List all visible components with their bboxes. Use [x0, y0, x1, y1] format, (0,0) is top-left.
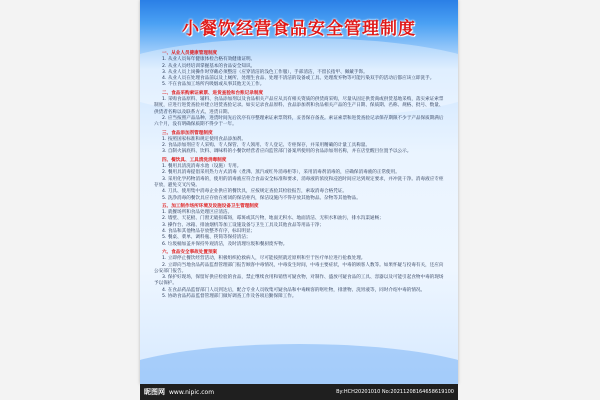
section-item: 5. 洗净消毒的餐饮具应存放在密闭的保洁柜内，保洁设施内不得存放其他物品。杂物等其他物品。 — [162, 195, 361, 201]
poster-title: 小餐饮经营食品安全管理制度 — [182, 19, 416, 39]
section-item: 3. 操作台、冰箱、排油烟机等加工设施设备与卫生工具及其他食品等用品干净； — [162, 222, 325, 228]
site-logo: 昵图网 — [144, 387, 165, 396]
section-item: 1. 采购食品原料、辅料、食品添加剂以及食品相关产品应从具有相关资质的供货商采购，尽量从固定供货商或供货基地采购，落实索证索票制度，应进行进货查验并建立进货查验记录。如实记录食品原料、食品添加剂和食品相关产品的生产日期、保质期、名称、规格、批号、数量、供货者名称以及联系方式、进货日期。 — [154, 97, 444, 115]
section-heading: 五、加工制作场所环境及设施设备卫生管理制度 — [162, 203, 259, 209]
section-heading: 六、食品安全事故处置预案 — [162, 249, 218, 255]
image-code: By:HCH20201010 No:20211208164658619100 — [336, 389, 454, 395]
section-item: 3. 采用化学药物消毒的，使用的消毒液应符合食品安全标准和要求，消毒液的浓度和浸泡时间应达到规定要求，并冲洗干净。消毒液应专柜存放，避免交叉污染。 — [154, 176, 444, 188]
section — [154, 91, 444, 129]
section-item: 1. 立即停止餐饮经营活动，积极组织抢救病人，尽可能按照就近原则和至于医疗单位进行抢救处理。 — [162, 256, 366, 262]
section-item: 6. 垃圾桶加盖并保持外观清洁，及时清理垃圾和餐厨废弃物。 — [162, 241, 288, 247]
section — [154, 131, 444, 156]
section — [154, 158, 444, 202]
section-item: 2. 餐用具消毒提倡采用热力方式消毒（煮沸、蒸汽或红外消毒柜等），采用消毒剂消毒的，应确保消毒液的正常使用。 — [162, 170, 400, 176]
section-item: 5. 不在食品加工场所内吸烟或从事其他无关工作。 — [162, 82, 265, 88]
section-item: 1. 就餐场所和食品处理区应清洁。 — [162, 210, 233, 216]
section-item: 3. 保护好现场，保留好供应检验的食品，禁止继续食用和销售可疑食物，对制作、盛放可疑食品的工具、容器以及可能引起食物中毒的现场予以保护。 — [154, 275, 444, 287]
section-heading: 三、食品添加剂管理制度 — [162, 130, 213, 136]
site-url: www.nipic.com — [169, 388, 215, 396]
section-item: 1. 餐用具清洗消毒水池（设施）专用。 — [162, 164, 242, 170]
poster — [140, 0, 458, 384]
decorative-wave — [140, 344, 458, 384]
section-item: 2. 食品添加剂应专人采购、专人保管、专人领用、专人登记、专柜保存，并采用精确的计量工具称量。 — [162, 143, 370, 149]
watermark-bar — [140, 384, 458, 400]
section-heading: 二、食品采购索证索票、进货查验和台账记录制度 — [162, 90, 264, 96]
section-item: 4. 刀具、使用集中消毒企业供应的餐饮具，应按规定查验其检验报告，索取消毒合格凭证。 — [162, 189, 348, 195]
section-item: 5. 餐桌、菜单、调料瓶、筷筒等保持清洁； — [162, 235, 251, 241]
section-heading: 一、从业人员健康管理制度 — [162, 51, 218, 56]
section — [154, 204, 444, 248]
section-item: 2. 立即向当地食品药品监督管理部门报告顾客中毒情况，中毒发生时间，中毒主要症状，中毒的顾客人数等。如果怀疑与投毒有关，还应向公安部门报告。 — [154, 262, 444, 274]
section-item: 5. 协助食品药品监督管理部门做好调查工作及各项后勤保障工作。 — [162, 293, 297, 299]
section — [154, 51, 444, 89]
section-item: 4. 食品和其他物品存放整齐有序，标识明显； — [162, 229, 256, 235]
section-item: 4. 从业人员在处理食品前以及上厕所、处理生食品、处理不清洁的设备或工具、处理废弃物等可能污染双手的活动后都应该立即洗手。 — [162, 76, 435, 82]
section-item: 1. 按照国家标准和规定使用食品添加剂。 — [162, 136, 246, 142]
section-item: 2. 从业人员经培训掌握基本的食品安全知识。 — [162, 63, 256, 69]
poster-content — [154, 51, 444, 300]
section-heading: 四、餐饮具、工具清洗消毒制度 — [162, 157, 227, 163]
section-item: 4. 在食品药品监督部门人员到达后，配合专业人员收集可疑食品和中毒顾客的呕吐物，排泄物、洗胃液等，同时介绍中毒的情况。 — [162, 287, 426, 293]
section — [154, 250, 444, 300]
section-item: 3. 从业人员上岗操作时穿戴必须整洁（应穿清洁的浅色工作服），手部清洁，不留长指甲、佩戴手饰。 — [162, 69, 368, 75]
section-item: 2. 墙壁、天花板、门窗无破损霉斑，霉斑或其污物，地面无积水、地面清洁、无积水和油污，排水沟渠通畅； — [162, 216, 384, 222]
section-item: 1. 从业人员每年健康体检合格有效健康证明。 — [162, 57, 256, 63]
section-item: 2. 应当按照产品品种、进货时间先后次序有序整理索证索票资料，妥善保存备查。索证索票和进货查验记录保存期限不少于产品保质期满后六个月，没有明确保质期不得少于一年。 — [154, 115, 444, 128]
section-item: 3. 自制火锅底料、饮料、调味料的小餐饮经营者应向监管部门备案所使用的食品添加剂名称，并在店堂醒目位置予以公示。 — [162, 149, 412, 155]
